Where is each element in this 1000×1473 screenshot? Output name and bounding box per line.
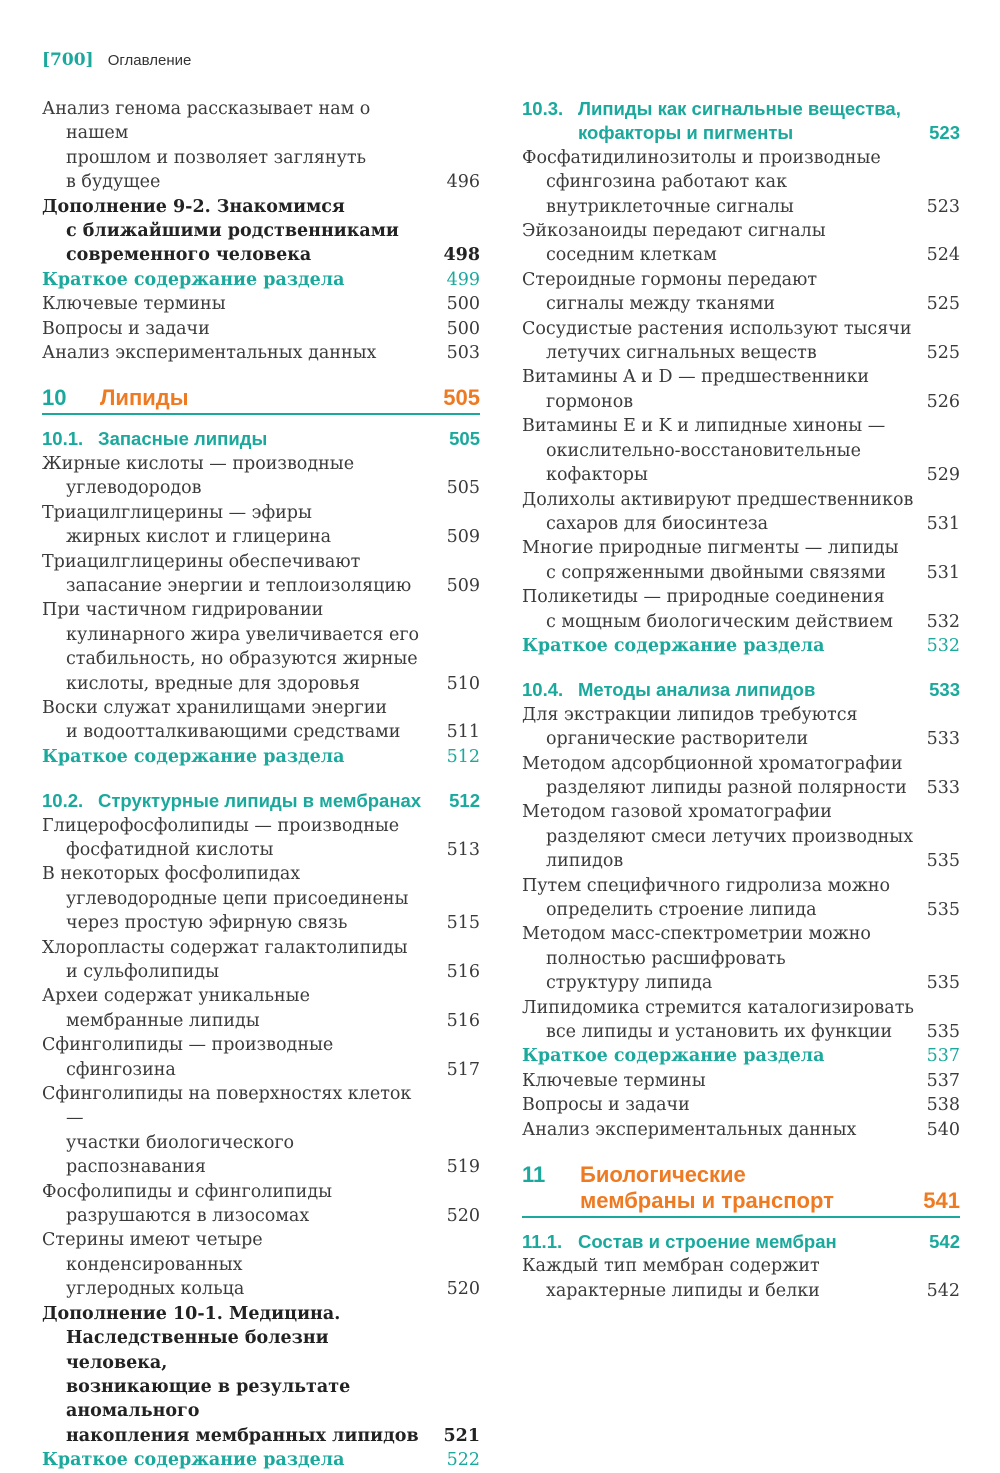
entry-title-line: Дополнение 10-1. Медицина. — [42, 1303, 341, 1324]
supplement-entry[interactable] — [42, 195, 480, 268]
entry-title — [42, 984, 480, 1033]
entry-title — [522, 585, 960, 634]
section-number: 10.2. — [42, 790, 84, 812]
toc-column-right — [522, 97, 960, 1303]
toc-entry[interactable] — [42, 452, 480, 501]
entry-title-line: Сфинголипиды на поверхностях клеток — — [42, 1084, 412, 1129]
entry-title-line: характерные липиды и белки — [546, 1280, 820, 1301]
page-ref: 511 — [446, 722, 480, 743]
entry-title-line: Фосфатидилинозитолы и производные — [522, 147, 881, 168]
page-ref: 537 — [926, 1070, 960, 1091]
entry-title — [42, 452, 480, 501]
entry-title-line: запасание энергии и теплоизоляцию — [66, 575, 412, 596]
toc-entry[interactable] — [522, 317, 960, 366]
entry-title-line: кулинарного жира увеличивается его — [66, 624, 420, 645]
spacer — [522, 1142, 960, 1162]
page-ref: 505 — [443, 385, 480, 411]
page-ref: 516 — [446, 1010, 480, 1031]
chapter-title-line: Биологические — [580, 1162, 746, 1188]
page-ref: 533 — [929, 679, 960, 701]
chapter-heading[interactable] — [42, 385, 480, 415]
page-ref: 535 — [926, 1022, 960, 1043]
entry-title — [522, 488, 960, 537]
toc-entry[interactable] — [522, 703, 960, 752]
entry-title — [522, 146, 960, 219]
entry-title-line: Анализ генома рассказывает нам о нашем — [42, 99, 371, 144]
entry-title — [522, 414, 960, 487]
section-heading[interactable] — [42, 789, 480, 813]
page-ref: 513 — [446, 839, 480, 860]
entry-title-line: с мощным биологическим действием — [546, 611, 894, 632]
entry-title — [522, 268, 960, 317]
chapter-heading[interactable] — [522, 1162, 960, 1218]
toc-entry[interactable] — [42, 598, 480, 696]
entry-title-line: Поликетиды — природные соединения — [522, 587, 885, 608]
section-title-line: Методы анализа липидов — [578, 679, 816, 701]
spacer — [42, 415, 480, 427]
page-ref: 535 — [926, 900, 960, 920]
entry-title-line: в будущее — [66, 172, 161, 193]
toc-entry[interactable] — [522, 800, 960, 873]
section-summary-entry[interactable] — [42, 1448, 480, 1472]
toc-entry[interactable] — [522, 365, 960, 414]
page-ref: 516 — [446, 962, 480, 982]
entry-title-line: определить строение липида — [546, 900, 817, 920]
toc-entry[interactable] — [42, 696, 480, 745]
entry-title-line: Методом газовой хроматографии — [522, 802, 832, 823]
page-ref: 515 — [446, 913, 480, 934]
toc-entry[interactable] — [42, 936, 480, 985]
toc-entry[interactable] — [42, 97, 480, 195]
entry-title-line: Витамины A и D — предшественники — [522, 367, 870, 388]
entry-title-line: Долихолы активируют предшественников — [522, 489, 914, 510]
page-ref: 529 — [926, 465, 960, 486]
page-ref: 535 — [926, 851, 960, 872]
entry-title-line: кислоты, вредные для здоровья — [66, 673, 360, 694]
entry-title-line: соседним клеткам — [546, 245, 717, 266]
entry-title-line: фосфатидной кислоты — [66, 839, 274, 860]
spacer — [522, 658, 960, 678]
page-ref: 525 — [926, 343, 960, 364]
entry-title-line: полностью расшифровать — [546, 948, 786, 969]
section-heading[interactable] — [42, 427, 480, 451]
toc-entry[interactable] — [522, 268, 960, 317]
page-ref: 520 — [446, 1206, 480, 1227]
entry-title — [522, 703, 960, 752]
entry-title-line: Хлоропласты содержат галактолипиды — [42, 937, 408, 958]
toc-entry[interactable] — [42, 1082, 480, 1180]
toc-entry[interactable] — [42, 1228, 480, 1301]
entry-title-line: окислительно-восстановительные — [546, 440, 861, 461]
page-ref: 496 — [446, 172, 480, 193]
page-ref: 541 — [923, 1188, 960, 1214]
page-ref: 521 — [443, 1425, 480, 1446]
entry-title-line: Краткое содержание раздела — [42, 269, 345, 290]
entry-title — [522, 996, 960, 1045]
toc-entry[interactable] — [42, 862, 480, 935]
entry-title — [42, 195, 480, 268]
entry-title-line: Наследственные болезни человека, — [66, 1328, 329, 1373]
page-ref: 523 — [929, 122, 960, 144]
entry-title-line: все липиды и установить их функции — [546, 1022, 893, 1043]
entry-title — [42, 1448, 480, 1472]
entry-title-line: Методом адсорбционной хроматографии — [522, 753, 903, 774]
entry-title-line: летучих сигнальных веществ — [546, 343, 817, 364]
entry-title-line: современного человека — [66, 245, 312, 266]
entry-title-line: Фосфолипиды и сфинголипиды — [42, 1181, 333, 1202]
entry-title — [522, 1118, 960, 1142]
page-ref: 503 — [446, 343, 480, 364]
entry-title-line: сахаров для биосинтеза — [546, 513, 769, 534]
section-title — [522, 97, 960, 146]
entry-title — [42, 550, 480, 599]
entry-title — [42, 598, 480, 696]
entry-title-line: Каждый тип мембран содержит — [522, 1256, 820, 1277]
entry-title-line: через простую эфирную связь — [66, 913, 348, 934]
section-title-line: Липиды как сигнальные вещества, — [578, 98, 901, 119]
toc-entry[interactable] — [522, 1069, 960, 1093]
entry-title-line: Стероидные гормоны передают — [522, 269, 818, 290]
entry-title-line: разделяют смеси летучих производных — [546, 826, 914, 847]
page-ref: 542 — [926, 1280, 960, 1301]
toc-entry[interactable] — [42, 341, 480, 365]
entry-title — [42, 745, 480, 769]
entry-title-line: Стерины имеют четыре конденсированных — [42, 1230, 263, 1275]
page-ref: 520 — [446, 1279, 480, 1300]
entry-title — [522, 1254, 960, 1303]
entry-title-line: сфингозина — [66, 1059, 176, 1080]
section-title — [578, 679, 815, 700]
entry-title-line: углеродных кольца — [66, 1279, 245, 1300]
section-number: 11.1. — [522, 1231, 563, 1253]
page-ref: 540 — [926, 1119, 960, 1140]
section-heading[interactable] — [522, 678, 960, 702]
page-ref: 505 — [449, 428, 480, 450]
entry-title — [42, 696, 480, 745]
page-ref: 505 — [446, 478, 480, 499]
page-ref: 522 — [446, 1450, 480, 1471]
toc-entry[interactable] — [42, 292, 480, 316]
entry-title — [522, 1044, 960, 1068]
entry-title-line: Ключевые термины — [42, 294, 226, 315]
entry-title-line: Краткое содержание раздела — [42, 1450, 345, 1471]
toc-entry[interactable] — [522, 1118, 960, 1142]
toc-entry[interactable] — [522, 874, 960, 923]
entry-title-line: Вопросы и задачи — [42, 318, 210, 339]
toc-column-left — [42, 97, 480, 1473]
entry-title — [42, 317, 480, 341]
entry-title-line: возникающие в результате аномального — [66, 1376, 351, 1422]
entry-title-line: Глицерофосфолипиды — производные — [42, 815, 400, 836]
entry-title-line: Триацилглицерины — эфиры — [42, 502, 312, 523]
section-title-line: Запасные липиды — [98, 428, 268, 450]
entry-title-line: Дополнение 9-2. Знакомимся — [42, 196, 345, 217]
entry-title-line: Эйкозаноиды передают сигналы — [522, 221, 826, 242]
entry-title-line: липидов — [546, 851, 624, 872]
page-ref: 512 — [446, 746, 480, 767]
entry-title-line: Анализ экспериментальных данных — [522, 1119, 857, 1140]
entry-title-line: сигналы между тканями — [546, 294, 776, 315]
entry-title — [42, 936, 480, 985]
entry-title-line: углеводородов — [66, 478, 202, 499]
running-header — [42, 50, 191, 70]
toc-entry[interactable] — [522, 922, 960, 995]
page-ref: 533 — [926, 777, 960, 798]
entry-title-line: органические растворители — [546, 729, 809, 750]
entry-title — [522, 874, 960, 923]
section-title — [578, 1231, 837, 1252]
entry-title — [42, 1228, 480, 1301]
toc-entry[interactable] — [522, 219, 960, 268]
toc-entry[interactable] — [522, 536, 960, 585]
section-title — [98, 790, 421, 811]
entry-title — [42, 814, 480, 863]
entry-title-line: Краткое содержание раздела — [42, 746, 345, 767]
page-ref: 498 — [443, 245, 480, 266]
entry-title-line: и водоотталкивающими средствами — [66, 722, 401, 743]
page-ref: 499 — [446, 269, 480, 290]
page-ref: 532 — [926, 635, 960, 656]
toc-entry[interactable] — [522, 752, 960, 801]
entry-title-line: Жирные кислоты — производные — [42, 453, 355, 474]
entry-title-line: Сосудистые растения используют тысячи — [522, 318, 912, 339]
entry-title-line: Воски служат хранилищами энергии — [42, 697, 388, 718]
entry-title — [42, 97, 480, 195]
page-ref: 538 — [926, 1095, 960, 1116]
entry-title-line: разрушаются в лизосомах — [66, 1206, 310, 1227]
toc-entry[interactable] — [522, 414, 960, 487]
entry-title-line: и сульфолипиды — [66, 962, 220, 982]
supplement-entry[interactable] — [42, 1302, 480, 1448]
toc-entry[interactable] — [522, 585, 960, 634]
page-ref: 525 — [926, 294, 960, 315]
entry-title — [522, 800, 960, 873]
page-ref: 500 — [446, 294, 480, 315]
entry-title-line: жирных кислот и глицерина — [66, 527, 332, 548]
toc-entry[interactable] — [42, 984, 480, 1033]
entry-title — [522, 219, 960, 268]
header-title: Оглавление — [107, 52, 192, 69]
page-ref: 510 — [446, 673, 480, 694]
entry-title-line: Археи содержат уникальные — [42, 986, 310, 1007]
entry-title-line: Краткое содержание раздела — [522, 635, 825, 656]
page-ref: 531 — [926, 562, 960, 583]
section-number: 10.1. — [42, 428, 84, 450]
section-title-line: Состав и строение мембран — [578, 1231, 837, 1253]
chapter-title — [100, 385, 189, 411]
toc-entry[interactable] — [42, 1180, 480, 1229]
entry-title — [522, 752, 960, 801]
page-ref: 517 — [446, 1059, 480, 1080]
section-heading[interactable] — [522, 1230, 960, 1254]
page-ref: 537 — [926, 1046, 960, 1067]
toc-entry[interactable] — [42, 317, 480, 341]
section-number: 10.4. — [522, 679, 564, 701]
toc-entry[interactable] — [522, 488, 960, 537]
toc-entry[interactable] — [42, 550, 480, 599]
page-ref: 535 — [926, 973, 960, 994]
entry-title — [522, 317, 960, 366]
section-title-line: Структурные липиды в мембранах — [98, 790, 422, 812]
toc-entry[interactable] — [42, 1033, 480, 1082]
entry-title-line: Липидомика стремится каталогизировать — [522, 997, 914, 1018]
toc-entry[interactable] — [522, 1254, 960, 1303]
entry-title-line: разделяют липиды разной полярности — [546, 777, 907, 798]
entry-title-line: Путем специфичного гидролиза можно — [522, 875, 891, 896]
entry-title-line: Витамины E и K и липидные хиноны — — [522, 416, 886, 437]
entry-title-line: Методом масс-спектрометрии можно — [522, 924, 871, 945]
entry-title — [42, 862, 480, 935]
entry-title-line: углеводородные цепи присоединены — [66, 888, 409, 909]
section-summary-entry[interactable] — [42, 268, 480, 292]
spacer — [42, 365, 480, 385]
page-ref: 542 — [929, 1231, 960, 1253]
entry-title-line: Ключевые термины — [522, 1070, 706, 1091]
page-ref: 526 — [926, 391, 960, 412]
page-ref: 523 — [926, 196, 960, 217]
entry-title-line: кофакторы — [546, 465, 648, 486]
entry-title-line: Анализ экспериментальных данных — [42, 343, 377, 364]
page-ref: 519 — [446, 1157, 480, 1178]
entry-title — [42, 1082, 480, 1180]
entry-title — [42, 1302, 480, 1448]
chapter-title-line: мембраны и транспорт — [580, 1188, 834, 1214]
entry-title-line: участки биологического распознавания — [66, 1132, 295, 1178]
toc-entry[interactable] — [522, 1093, 960, 1117]
section-summary-entry[interactable] — [522, 634, 960, 658]
entry-title — [522, 1093, 960, 1117]
entry-title-line: внутриклеточные сигналы — [546, 196, 794, 217]
entry-title-line: Краткое содержание раздела — [522, 1046, 825, 1067]
entry-title-line: с сопряженными двойными связями — [546, 562, 886, 583]
page-ref: 512 — [449, 790, 480, 812]
entry-title-line: В некоторых фосфолипидах — [42, 864, 301, 885]
page-ref: 533 — [926, 729, 960, 750]
entry-title — [42, 268, 480, 292]
spacer — [522, 1218, 960, 1230]
section-heading[interactable] — [522, 97, 960, 146]
chapter-number: 10 — [42, 385, 67, 411]
entry-title-line: Триацилглицерины обеспечивают — [42, 551, 361, 572]
entry-title — [522, 634, 960, 658]
entry-title — [42, 341, 480, 365]
page-ref: 532 — [926, 611, 960, 632]
entry-title-line: мембранные липиды — [66, 1010, 260, 1031]
entry-title-line: Сфинголипиды — производные — [42, 1035, 334, 1056]
toc-entry[interactable] — [42, 501, 480, 550]
page-ref: 531 — [926, 513, 960, 534]
section-summary-entry[interactable] — [42, 745, 480, 769]
entry-title-line: прошлом и позволяет заглянуть — [66, 147, 367, 168]
entry-title-line: Для экстракции липидов требуются — [522, 704, 858, 725]
entry-title-line: структуру липида — [546, 973, 713, 994]
entry-title — [522, 1069, 960, 1093]
entry-title-line: сфингозина работают как — [546, 172, 788, 193]
entry-title — [522, 365, 960, 414]
section-title-line: кофакторы и пигменты — [578, 122, 794, 144]
page-ref: 509 — [446, 575, 480, 596]
page-number: [700] — [42, 50, 94, 70]
spacer — [42, 769, 480, 789]
page-ref: 509 — [446, 527, 480, 548]
entry-title-line: гормонов — [546, 391, 634, 412]
entry-title — [42, 292, 480, 316]
entry-title — [42, 501, 480, 550]
chapter-title-line: Липиды — [100, 385, 189, 411]
chapter-title — [580, 1162, 834, 1214]
entry-title-line: Многие природные пигменты — липиды — [522, 538, 899, 559]
chapter-number: 11 — [522, 1162, 546, 1188]
page-ref: 524 — [926, 245, 960, 266]
entry-title-line: Вопросы и задачи — [522, 1095, 690, 1116]
entry-title — [42, 1033, 480, 1082]
entry-title-line: накопления мембранных липидов — [66, 1425, 419, 1446]
entry-title — [522, 536, 960, 585]
entry-title-line: стабильность, но образуются жирные — [66, 649, 418, 670]
toc-entry[interactable] — [42, 814, 480, 863]
section-title — [98, 428, 267, 449]
entry-title-line: с ближайшими родственниками — [66, 221, 399, 242]
toc-entry[interactable] — [522, 996, 960, 1045]
section-summary-entry[interactable] — [522, 1044, 960, 1068]
entry-title — [522, 922, 960, 995]
toc-entry[interactable] — [522, 146, 960, 219]
entry-title — [42, 1180, 480, 1229]
entry-title-line: При частичном гидрировании — [42, 600, 324, 621]
page-ref: 500 — [446, 318, 480, 339]
section-number: 10.3. — [522, 98, 564, 119]
